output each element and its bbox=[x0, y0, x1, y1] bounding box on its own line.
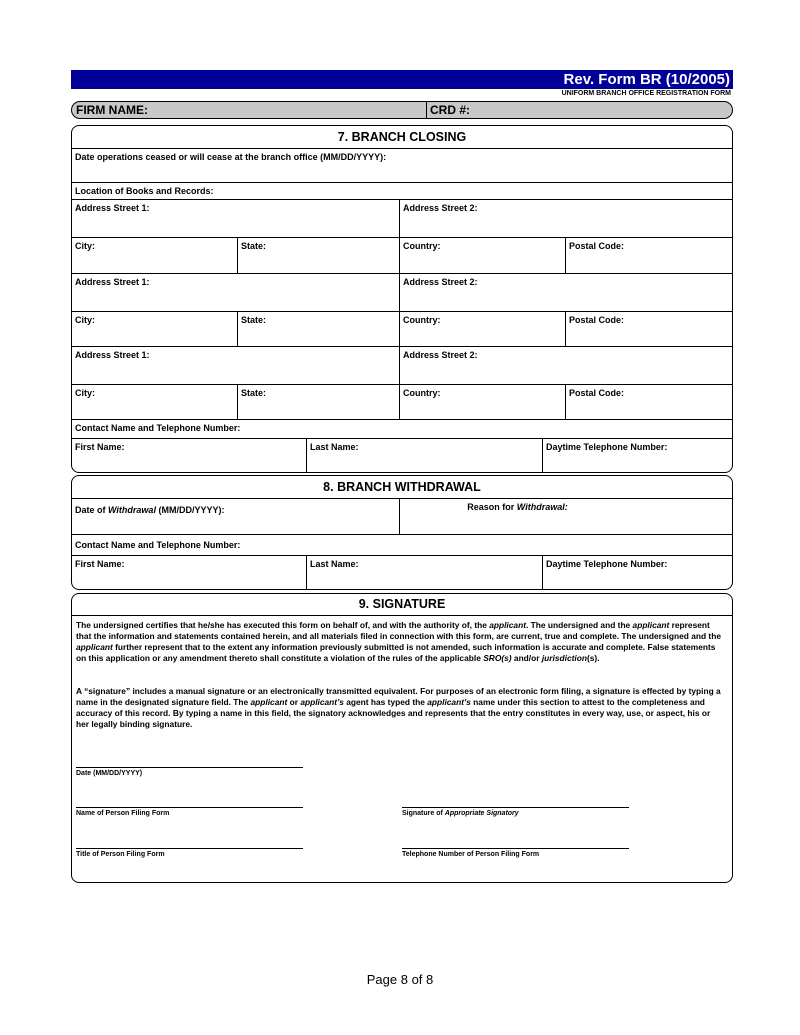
country-field[interactable] bbox=[399, 237, 565, 273]
text-run: applicant bbox=[489, 620, 526, 630]
title-line[interactable] bbox=[76, 848, 303, 849]
field-label: Country: bbox=[403, 241, 441, 251]
withdrawal-reason-field[interactable] bbox=[399, 499, 732, 534]
section-signature bbox=[71, 593, 733, 883]
text-run: applicant bbox=[632, 620, 670, 630]
date-line[interactable] bbox=[76, 767, 303, 768]
field-label: Withdrawal bbox=[108, 505, 156, 515]
field-label: Daytime Telephone Number: bbox=[546, 442, 668, 452]
last-name-field[interactable] bbox=[306, 438, 542, 472]
country-field[interactable] bbox=[399, 384, 565, 420]
page-number: Page 8 of 8 bbox=[366, 972, 434, 987]
section-title: 8. BRANCH WITHDRAWAL bbox=[72, 476, 732, 499]
name-label: Name of Person Filing Form bbox=[76, 810, 170, 817]
field-label: Daytime Telephone Number: bbox=[546, 559, 668, 569]
field-label: Contact Name and Telephone Number: bbox=[75, 423, 241, 433]
text-run: further represent that to the extent any information previously submitted is not amended, such information is accurate and complete. False statements on this application or any amendment thereto shall constitute a violation of the rules of the applicable bbox=[76, 642, 716, 663]
firm-name-bar bbox=[71, 101, 733, 119]
address-street-1-field[interactable] bbox=[72, 346, 399, 384]
field-label: First Name: bbox=[75, 559, 125, 569]
contact-label bbox=[72, 534, 732, 555]
text-run: applicant’s bbox=[427, 697, 471, 707]
text-run: applicant bbox=[76, 642, 113, 652]
first-name-field[interactable] bbox=[72, 438, 306, 472]
field-label: Postal Code: bbox=[569, 315, 625, 325]
certification-paragraph bbox=[76, 620, 724, 664]
form-header-bar: Rev. Form BR (10/2005) bbox=[71, 70, 733, 89]
address-street-2-field[interactable] bbox=[399, 273, 732, 311]
field-label: City: bbox=[75, 315, 95, 325]
field-label: Address Street 2: bbox=[403, 277, 478, 287]
name-line[interactable] bbox=[76, 807, 303, 808]
state-field[interactable] bbox=[237, 237, 399, 273]
section-title: 7. BRANCH CLOSING bbox=[72, 126, 732, 149]
date-ceased-field[interactable] bbox=[72, 149, 732, 182]
postal-code-field[interactable] bbox=[565, 237, 732, 273]
field-label: Last Name: bbox=[310, 442, 359, 452]
field-label: State: bbox=[241, 241, 267, 251]
field-label: Address Street 2: bbox=[403, 203, 478, 213]
field-label: Address Street 1: bbox=[75, 203, 150, 213]
field-label: Last Name: bbox=[310, 559, 359, 569]
address-street-1-field[interactable] bbox=[72, 199, 399, 237]
field-label: Location of Books and Records: bbox=[75, 186, 214, 196]
crd-label[interactable]: CRD #: bbox=[426, 102, 470, 118]
field-label: Reason for bbox=[467, 502, 517, 512]
field-label: Address Street 2: bbox=[403, 350, 478, 360]
field-label: City: bbox=[75, 241, 95, 251]
address-street-1-field[interactable] bbox=[72, 273, 399, 311]
title-label: Title of Person Filing Form bbox=[76, 851, 165, 858]
city-field[interactable] bbox=[72, 311, 237, 347]
contact-label bbox=[72, 419, 732, 438]
field-label: City: bbox=[75, 388, 95, 398]
section-branch-closing bbox=[71, 125, 733, 473]
city-field[interactable] bbox=[72, 237, 237, 273]
field-label: Contact Name and Telephone Number: bbox=[75, 540, 241, 550]
signature-definition-paragraph bbox=[76, 686, 724, 730]
field-label: State: bbox=[241, 315, 267, 325]
phone-field[interactable] bbox=[542, 438, 732, 472]
field-label: Country: bbox=[403, 315, 441, 325]
state-field[interactable] bbox=[237, 384, 399, 420]
text-run: (s). bbox=[586, 653, 600, 663]
postal-code-field[interactable] bbox=[565, 384, 732, 420]
postal-code-field[interactable] bbox=[565, 311, 732, 347]
field-label: (MM/DD/YYYY): bbox=[155, 505, 225, 515]
text-run: applicant bbox=[250, 697, 288, 707]
text-run: . The undersigned and the bbox=[525, 620, 633, 630]
country-field[interactable] bbox=[399, 311, 565, 347]
text-run: represent that the information and statements contained herein, and all materials filed in connection with this form, are current, true and complete. The undersigned and the bbox=[76, 620, 721, 641]
field-label: Address Street 1: bbox=[75, 277, 150, 287]
field-label: State: bbox=[241, 388, 267, 398]
phone-field[interactable] bbox=[542, 555, 732, 589]
first-name-field[interactable] bbox=[72, 555, 306, 589]
text-run: applicant’s bbox=[300, 697, 344, 707]
telephone-line[interactable] bbox=[402, 848, 629, 849]
text-run: name under this section to attest to the completeness and accuracy of this record. By typing a name in this field, the signatory acknowledges and represents that the entry constitutes in every way, use, or aspect, his or her legally binding signature. bbox=[76, 697, 711, 729]
state-field[interactable] bbox=[237, 311, 399, 347]
signature-label: Signature of Appropriate Signatory bbox=[402, 810, 519, 817]
date-label: Date (MM/DD/YYYY) bbox=[76, 770, 143, 777]
text-run: A “signature” includes a manual signature or an electronically transmitted equivalent. For purposes of an electronic form filing, a signature is effected by typing a name in the designated signature field. The bbox=[76, 686, 721, 707]
city-field[interactable] bbox=[72, 384, 237, 420]
text-run: jurisdiction bbox=[541, 653, 587, 663]
address-street-2-field[interactable] bbox=[399, 346, 732, 384]
field-label: Date of bbox=[75, 505, 109, 515]
address-street-2-field[interactable] bbox=[399, 199, 732, 237]
field-label: Address Street 1: bbox=[75, 350, 150, 360]
section-branch-withdrawal bbox=[71, 475, 733, 590]
field-label: Postal Code: bbox=[569, 388, 625, 398]
firm-name-label: FIRM NAME: bbox=[76, 103, 148, 117]
text-run: or bbox=[287, 697, 301, 707]
signature-line[interactable] bbox=[402, 807, 629, 808]
telephone-label: Telephone Number of Person Filing Form bbox=[402, 851, 540, 858]
field-label: Withdrawal: bbox=[516, 502, 568, 512]
text-run: and/or bbox=[511, 653, 542, 663]
text-run: SRO(s) bbox=[483, 653, 512, 663]
text-run: agent has typed the bbox=[343, 697, 428, 707]
field-label: Date operations ceased or will cease at the branch office (MM/DD/YYYY): bbox=[75, 152, 387, 162]
field-label: First Name: bbox=[75, 442, 125, 452]
field-label: Postal Code: bbox=[569, 241, 625, 251]
form-subtitle: UNIFORM BRANCH OFFICE REGISTRATION FORM bbox=[561, 90, 731, 97]
field-label: Country: bbox=[403, 388, 441, 398]
section-title: 9. SIGNATURE bbox=[72, 594, 732, 616]
books-records-label bbox=[72, 182, 732, 199]
withdrawal-date-field[interactable] bbox=[72, 499, 399, 534]
last-name-field[interactable] bbox=[306, 555, 542, 589]
text-run: The undersigned certifies that he/she has executed this form on behalf of, and with the authority of, the bbox=[76, 620, 490, 630]
